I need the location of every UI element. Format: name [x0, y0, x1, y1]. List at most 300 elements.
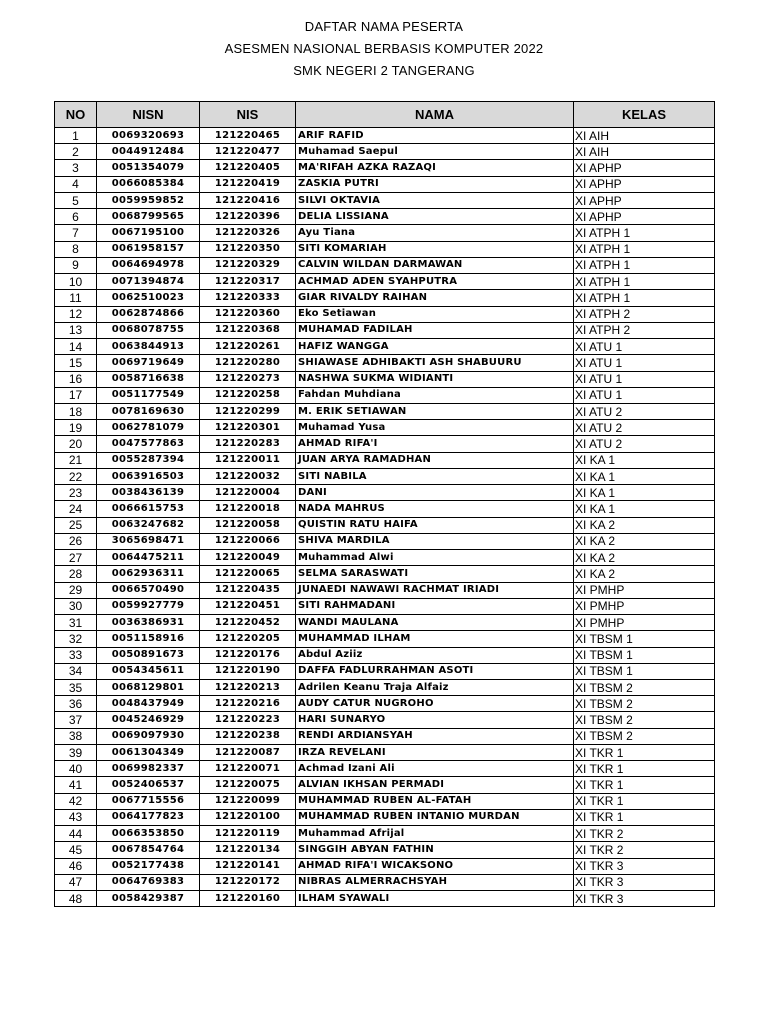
- cell-nis: 121220280: [200, 355, 296, 371]
- cell-nisn: 0061304349: [97, 744, 200, 760]
- table-row: [55, 176, 715, 192]
- cell-nama: ILHAM SYAWALI: [296, 891, 574, 907]
- cell-kelas: XI PMHP: [574, 615, 715, 631]
- cell-nis: 121220071: [200, 761, 296, 777]
- column-header-no: NO: [55, 102, 97, 128]
- cell-no: 21: [55, 452, 97, 468]
- cell-nisn: 0064177823: [97, 809, 200, 825]
- cell-nisn: 0055287394: [97, 452, 200, 468]
- cell-nama: DELIA LISSIANA: [296, 209, 574, 225]
- table-row: [55, 777, 715, 793]
- cell-no: 44: [55, 826, 97, 842]
- cell-kelas: XI APHP: [574, 192, 715, 208]
- cell-kelas: XI PMHP: [574, 582, 715, 598]
- cell-nama: Muhammad Afrijal: [296, 826, 574, 842]
- cell-no: 14: [55, 339, 97, 355]
- cell-nama: AHMAD RIFA'I WICAKSONO: [296, 858, 574, 874]
- cell-nisn: 0066615753: [97, 501, 200, 517]
- cell-nama: ACHMAD ADEN SYAHPUTRA: [296, 274, 574, 290]
- cell-no: 16: [55, 371, 97, 387]
- table-row: [55, 582, 715, 598]
- cell-nis: 121220283: [200, 436, 296, 452]
- cell-no: 45: [55, 842, 97, 858]
- cell-no: 30: [55, 598, 97, 614]
- cell-nis: 121220435: [200, 582, 296, 598]
- cell-kelas: XI ATU 1: [574, 339, 715, 355]
- cell-nis: 121220216: [200, 696, 296, 712]
- cell-nama: MUHAMMAD ILHAM: [296, 631, 574, 647]
- cell-kelas: XI TKR 3: [574, 874, 715, 890]
- cell-nisn: 0054345611: [97, 663, 200, 679]
- cell-nama: ZASKIA PUTRI: [296, 176, 574, 192]
- table-row: [55, 355, 715, 371]
- cell-kelas: XI PMHP: [574, 598, 715, 614]
- cell-nisn: 0038436139: [97, 485, 200, 501]
- cell-no: 18: [55, 403, 97, 419]
- cell-kelas: XI KA 1: [574, 501, 715, 517]
- cell-nama: Adrilen Keanu Traja Alfaiz: [296, 679, 574, 695]
- table-row: [55, 826, 715, 842]
- cell-no: 20: [55, 436, 97, 452]
- cell-nis: 121220049: [200, 550, 296, 566]
- cell-nama: AHMAD RIFA'I: [296, 436, 574, 452]
- cell-nama: DAFFA FADLURRAHMAN ASOTI: [296, 663, 574, 679]
- cell-nis: 121220011: [200, 452, 296, 468]
- table-row: [55, 436, 715, 452]
- cell-nama: Eko Setiawan: [296, 306, 574, 322]
- cell-nama: CALVIN WILDAN DARMAWAN: [296, 257, 574, 273]
- cell-kelas: XI ATU 1: [574, 371, 715, 387]
- cell-nis: 121220075: [200, 777, 296, 793]
- cell-nisn: 0059927779: [97, 598, 200, 614]
- cell-no: 36: [55, 696, 97, 712]
- cell-nis: 121220405: [200, 160, 296, 176]
- table-row: [55, 225, 715, 241]
- cell-kelas: XI ATPH 1: [574, 290, 715, 306]
- table-row: [55, 891, 715, 907]
- cell-no: 39: [55, 744, 97, 760]
- cell-nis: 121220416: [200, 192, 296, 208]
- table-row: [55, 647, 715, 663]
- cell-kelas: XI ATU 2: [574, 420, 715, 436]
- cell-nis: 121220205: [200, 631, 296, 647]
- cell-kelas: XI TKR 1: [574, 793, 715, 809]
- cell-kelas: XI TKR 2: [574, 842, 715, 858]
- cell-no: 3: [55, 160, 97, 176]
- cell-nisn: 0067854764: [97, 842, 200, 858]
- cell-nisn: 0063916503: [97, 468, 200, 484]
- cell-kelas: XI ATPH 2: [574, 322, 715, 338]
- cell-nama: MUHAMMAD RUBEN AL-FATAH: [296, 793, 574, 809]
- cell-nama: NADA MAHRUS: [296, 501, 574, 517]
- table-row: [55, 468, 715, 484]
- cell-kelas: XI KA 2: [574, 533, 715, 549]
- cell-nis: 121220134: [200, 842, 296, 858]
- cell-kelas: XI KA 1: [574, 452, 715, 468]
- cell-nisn: 0059959852: [97, 192, 200, 208]
- table-row: [55, 874, 715, 890]
- cell-no: 28: [55, 566, 97, 582]
- cell-nis: 121220261: [200, 339, 296, 355]
- cell-nama: HARI SUNARYO: [296, 712, 574, 728]
- cell-nis: 121220419: [200, 176, 296, 192]
- table-row: [55, 696, 715, 712]
- cell-no: 41: [55, 777, 97, 793]
- cell-no: 35: [55, 679, 97, 695]
- cell-nisn: 0062781079: [97, 420, 200, 436]
- cell-no: 43: [55, 809, 97, 825]
- cell-no: 37: [55, 712, 97, 728]
- cell-kelas: XI ATPH 1: [574, 241, 715, 257]
- cell-kelas: XI TKR 3: [574, 891, 715, 907]
- cell-nisn: 0050891673: [97, 647, 200, 663]
- table-row: [55, 728, 715, 744]
- cell-nama: RENDI ARDIANSYAH: [296, 728, 574, 744]
- cell-kelas: XI TBSM 1: [574, 631, 715, 647]
- cell-nama: AUDY CATUR NUGROHO: [296, 696, 574, 712]
- cell-nisn: 0066570490: [97, 582, 200, 598]
- cell-nama: Muhamad Yusa: [296, 420, 574, 436]
- cell-kelas: XI APHP: [574, 209, 715, 225]
- cell-nis: 121220141: [200, 858, 296, 874]
- table-row: [55, 533, 715, 549]
- table-row: [55, 485, 715, 501]
- cell-kelas: XI APHP: [574, 176, 715, 192]
- cell-no: 25: [55, 517, 97, 533]
- cell-nama: SHIVA MARDILA: [296, 533, 574, 549]
- cell-kelas: XI TBSM 2: [574, 679, 715, 695]
- table-row: [55, 403, 715, 419]
- cell-kelas: XI KA 1: [574, 485, 715, 501]
- cell-nama: Fahdan Muhdiana: [296, 387, 574, 403]
- cell-kelas: XI ATU 2: [574, 403, 715, 419]
- cell-nama: SITI NABILA: [296, 468, 574, 484]
- cell-no: 32: [55, 631, 97, 647]
- table-row: [55, 566, 715, 582]
- column-header-nama: NAMA: [296, 102, 574, 128]
- cell-nis: 121220477: [200, 144, 296, 160]
- cell-no: 46: [55, 858, 97, 874]
- cell-nama: SITI KOMARIAH: [296, 241, 574, 257]
- cell-nama: MA'RIFAH AZKA RAZAQI: [296, 160, 574, 176]
- school-name: SMK NEGERI 2 TANGERANG: [293, 63, 475, 78]
- cell-no: 23: [55, 485, 97, 501]
- cell-kelas: XI KA 1: [574, 468, 715, 484]
- cell-kelas: XI TBSM 2: [574, 712, 715, 728]
- cell-kelas: XI TKR 1: [574, 777, 715, 793]
- cell-nama: Abdul Aziiz: [296, 647, 574, 663]
- cell-nisn: 0062874866: [97, 306, 200, 322]
- cell-nisn: 0068129801: [97, 679, 200, 695]
- cell-nisn: 0069982337: [97, 761, 200, 777]
- cell-nis: 121220190: [200, 663, 296, 679]
- cell-no: 22: [55, 468, 97, 484]
- cell-no: 34: [55, 663, 97, 679]
- cell-nisn: 0045246929: [97, 712, 200, 728]
- cell-nis: 121220452: [200, 615, 296, 631]
- table-body: [55, 128, 715, 907]
- cell-nisn: 0064475211: [97, 550, 200, 566]
- cell-nisn: 0067195100: [97, 225, 200, 241]
- cell-no: 11: [55, 290, 97, 306]
- cell-no: 40: [55, 761, 97, 777]
- cell-nisn: 0062936311: [97, 566, 200, 582]
- cell-nis: 121220032: [200, 468, 296, 484]
- cell-nama: WANDI MAULANA: [296, 615, 574, 631]
- cell-nis: 121220172: [200, 874, 296, 890]
- cell-kelas: XI TKR 3: [574, 858, 715, 874]
- table-row: [55, 339, 715, 355]
- cell-nis: 121220273: [200, 371, 296, 387]
- cell-kelas: XI TKR 2: [574, 826, 715, 842]
- cell-kelas: XI TKR 1: [574, 761, 715, 777]
- document-title: DAFTAR NAMA PESERTA: [304, 19, 464, 34]
- cell-nis: 121220099: [200, 793, 296, 809]
- cell-nisn: 0069320693: [97, 128, 200, 144]
- participant-table: [54, 101, 715, 907]
- table-row: [55, 631, 715, 647]
- cell-nis: 121220301: [200, 420, 296, 436]
- table-row: [55, 858, 715, 874]
- cell-nis: 121220368: [200, 322, 296, 338]
- cell-nama: GIAR RIVALDY RAIHAN: [296, 290, 574, 306]
- cell-nama: SILVI OKTAVIA: [296, 192, 574, 208]
- document-subtitle: ASESMEN NASIONAL BERBASIS KOMPUTER 2022: [224, 41, 544, 56]
- cell-nama: Muhammad Alwi: [296, 550, 574, 566]
- cell-nisn: 0067715556: [97, 793, 200, 809]
- cell-nisn: 0062510023: [97, 290, 200, 306]
- table-row: [55, 809, 715, 825]
- cell-nisn: 0071394874: [97, 274, 200, 290]
- cell-nama: M. ERIK SETIAWAN: [296, 403, 574, 419]
- cell-nis: 121220350: [200, 241, 296, 257]
- table-row: [55, 517, 715, 533]
- cell-nis: 121220465: [200, 128, 296, 144]
- cell-no: 13: [55, 322, 97, 338]
- cell-nama: SHIAWASE ADHIBAKTI ASH SHABUURU: [296, 355, 574, 371]
- cell-no: 4: [55, 176, 97, 192]
- cell-nisn: 0051354079: [97, 160, 200, 176]
- table-row: [55, 387, 715, 403]
- cell-nisn: 0068799565: [97, 209, 200, 225]
- cell-nis: 121220087: [200, 744, 296, 760]
- table-row: [55, 371, 715, 387]
- table-row: [55, 452, 715, 468]
- column-header-nis: NIS: [200, 102, 296, 128]
- cell-no: 29: [55, 582, 97, 598]
- table-row: [55, 322, 715, 338]
- column-header-kelas: KELAS: [574, 102, 715, 128]
- cell-kelas: XI TBSM 2: [574, 728, 715, 744]
- cell-nis: 121220333: [200, 290, 296, 306]
- cell-nis: 121220451: [200, 598, 296, 614]
- cell-nama: HAFIZ WANGGA: [296, 339, 574, 355]
- cell-nis: 121220213: [200, 679, 296, 695]
- cell-nisn: 0066085384: [97, 176, 200, 192]
- column-header-nisn: NISN: [97, 102, 200, 128]
- cell-nama: MUHAMMAD RUBEN INTANIO MURDAN: [296, 809, 574, 825]
- cell-no: 27: [55, 550, 97, 566]
- table-row: [55, 598, 715, 614]
- cell-nis: 121220258: [200, 387, 296, 403]
- cell-nis: 121220317: [200, 274, 296, 290]
- table-row: [55, 501, 715, 517]
- cell-kelas: XI APHP: [574, 160, 715, 176]
- cell-kelas: XI ATPH 2: [574, 306, 715, 322]
- cell-no: 17: [55, 387, 97, 403]
- table-row: [55, 615, 715, 631]
- table-row: [55, 712, 715, 728]
- cell-no: 9: [55, 257, 97, 273]
- cell-no: 12: [55, 306, 97, 322]
- table-row: [55, 793, 715, 809]
- cell-nis: 121220018: [200, 501, 296, 517]
- cell-nis: 121220160: [200, 891, 296, 907]
- cell-nis: 121220223: [200, 712, 296, 728]
- cell-kelas: XI ATPH 1: [574, 257, 715, 273]
- table-row: [55, 761, 715, 777]
- cell-nisn: 0058716638: [97, 371, 200, 387]
- cell-nama: Muhamad Saepul: [296, 144, 574, 160]
- table-row: [55, 144, 715, 160]
- cell-kelas: XI ATU 1: [574, 355, 715, 371]
- cell-nisn: 0052406537: [97, 777, 200, 793]
- cell-nis: 121220326: [200, 225, 296, 241]
- cell-nis: 121220058: [200, 517, 296, 533]
- cell-no: 48: [55, 891, 97, 907]
- cell-kelas: XI ATU 1: [574, 387, 715, 403]
- cell-kelas: XI ATPH 1: [574, 225, 715, 241]
- cell-nisn: 0044912484: [97, 144, 200, 160]
- cell-no: 19: [55, 420, 97, 436]
- cell-nisn: 0048437949: [97, 696, 200, 712]
- cell-nisn: 0064769383: [97, 874, 200, 890]
- document-header: [0, 16, 768, 82]
- cell-kelas: XI AIH: [574, 128, 715, 144]
- cell-nis: 121220238: [200, 728, 296, 744]
- cell-kelas: XI KA 2: [574, 517, 715, 533]
- cell-nisn: 3065698471: [97, 533, 200, 549]
- table-header-row: [55, 102, 715, 128]
- table-row: [55, 274, 715, 290]
- cell-no: 2: [55, 144, 97, 160]
- cell-nisn: 0064694978: [97, 257, 200, 273]
- cell-nama: MUHAMAD FADILAH: [296, 322, 574, 338]
- cell-nama: ALVIAN IKHSAN PERMADI: [296, 777, 574, 793]
- cell-nama: QUISTIN RATU HAIFA: [296, 517, 574, 533]
- table-row: [55, 257, 715, 273]
- table-row: [55, 128, 715, 144]
- cell-nisn: 0069097930: [97, 728, 200, 744]
- cell-nisn: 0047577863: [97, 436, 200, 452]
- cell-kelas: XI KA 2: [574, 566, 715, 582]
- cell-no: 10: [55, 274, 97, 290]
- cell-kelas: XI TKR 1: [574, 744, 715, 760]
- cell-nis: 121220299: [200, 403, 296, 419]
- cell-nis: 121220396: [200, 209, 296, 225]
- table-row: [55, 192, 715, 208]
- table-row: [55, 663, 715, 679]
- cell-nisn: 0052177438: [97, 858, 200, 874]
- cell-nama: ARIF RAFID: [296, 128, 574, 144]
- cell-nama: JUNAEDI NAWAWI RACHMAT IRIADI: [296, 582, 574, 598]
- cell-nis: 121220119: [200, 826, 296, 842]
- cell-no: 26: [55, 533, 97, 549]
- cell-nama: NASHWA SUKMA WIDIANTI: [296, 371, 574, 387]
- cell-no: 7: [55, 225, 97, 241]
- table-row: [55, 209, 715, 225]
- cell-no: 42: [55, 793, 97, 809]
- table-row: [55, 744, 715, 760]
- cell-kelas: XI AIH: [574, 144, 715, 160]
- cell-nisn: 0068078755: [97, 322, 200, 338]
- cell-no: 31: [55, 615, 97, 631]
- table-row: [55, 842, 715, 858]
- cell-no: 38: [55, 728, 97, 744]
- cell-kelas: XI ATU 2: [574, 436, 715, 452]
- cell-no: 1: [55, 128, 97, 144]
- cell-nama: SELMA SARASWATI: [296, 566, 574, 582]
- table-row: [55, 306, 715, 322]
- cell-nama: IRZA REVELANI: [296, 744, 574, 760]
- cell-nis: 121220176: [200, 647, 296, 663]
- cell-kelas: XI KA 2: [574, 550, 715, 566]
- cell-nama: Achmad Izani Ali: [296, 761, 574, 777]
- cell-nisn: 0051177549: [97, 387, 200, 403]
- table-row: [55, 679, 715, 695]
- cell-kelas: XI ATPH 1: [574, 274, 715, 290]
- cell-nama: DANI: [296, 485, 574, 501]
- cell-nisn: 0058429387: [97, 891, 200, 907]
- cell-nama: NIBRAS ALMERRACHSYAH: [296, 874, 574, 890]
- cell-nis: 121220065: [200, 566, 296, 582]
- cell-nisn: 0078169630: [97, 403, 200, 419]
- cell-nisn: 0036386931: [97, 615, 200, 631]
- cell-nisn: 0051158916: [97, 631, 200, 647]
- cell-nisn: 0061958157: [97, 241, 200, 257]
- cell-no: 15: [55, 355, 97, 371]
- cell-nama: JUAN ARYA RAMADHAN: [296, 452, 574, 468]
- cell-kelas: XI TBSM 1: [574, 647, 715, 663]
- table-row: [55, 241, 715, 257]
- cell-kelas: XI TBSM 1: [574, 663, 715, 679]
- table-row: [55, 160, 715, 176]
- cell-no: 24: [55, 501, 97, 517]
- cell-nis: 121220360: [200, 306, 296, 322]
- cell-kelas: XI TBSM 2: [574, 696, 715, 712]
- table-row: [55, 420, 715, 436]
- cell-nis: 121220100: [200, 809, 296, 825]
- cell-no: 47: [55, 874, 97, 890]
- cell-nama: SITI RAHMADANI: [296, 598, 574, 614]
- cell-no: 6: [55, 209, 97, 225]
- cell-nis: 121220329: [200, 257, 296, 273]
- cell-no: 33: [55, 647, 97, 663]
- cell-kelas: XI TKR 1: [574, 809, 715, 825]
- cell-no: 5: [55, 192, 97, 208]
- cell-nisn: 0066353850: [97, 826, 200, 842]
- cell-nis: 121220004: [200, 485, 296, 501]
- table-row: [55, 550, 715, 566]
- cell-nisn: 0069719649: [97, 355, 200, 371]
- table-row: [55, 290, 715, 306]
- cell-nama: Ayu Tiana: [296, 225, 574, 241]
- cell-nisn: 0063247682: [97, 517, 200, 533]
- cell-nis: 121220066: [200, 533, 296, 549]
- cell-nama: SINGGIH ABYAN FATHIN: [296, 842, 574, 858]
- cell-no: 8: [55, 241, 97, 257]
- cell-nisn: 0063844913: [97, 339, 200, 355]
